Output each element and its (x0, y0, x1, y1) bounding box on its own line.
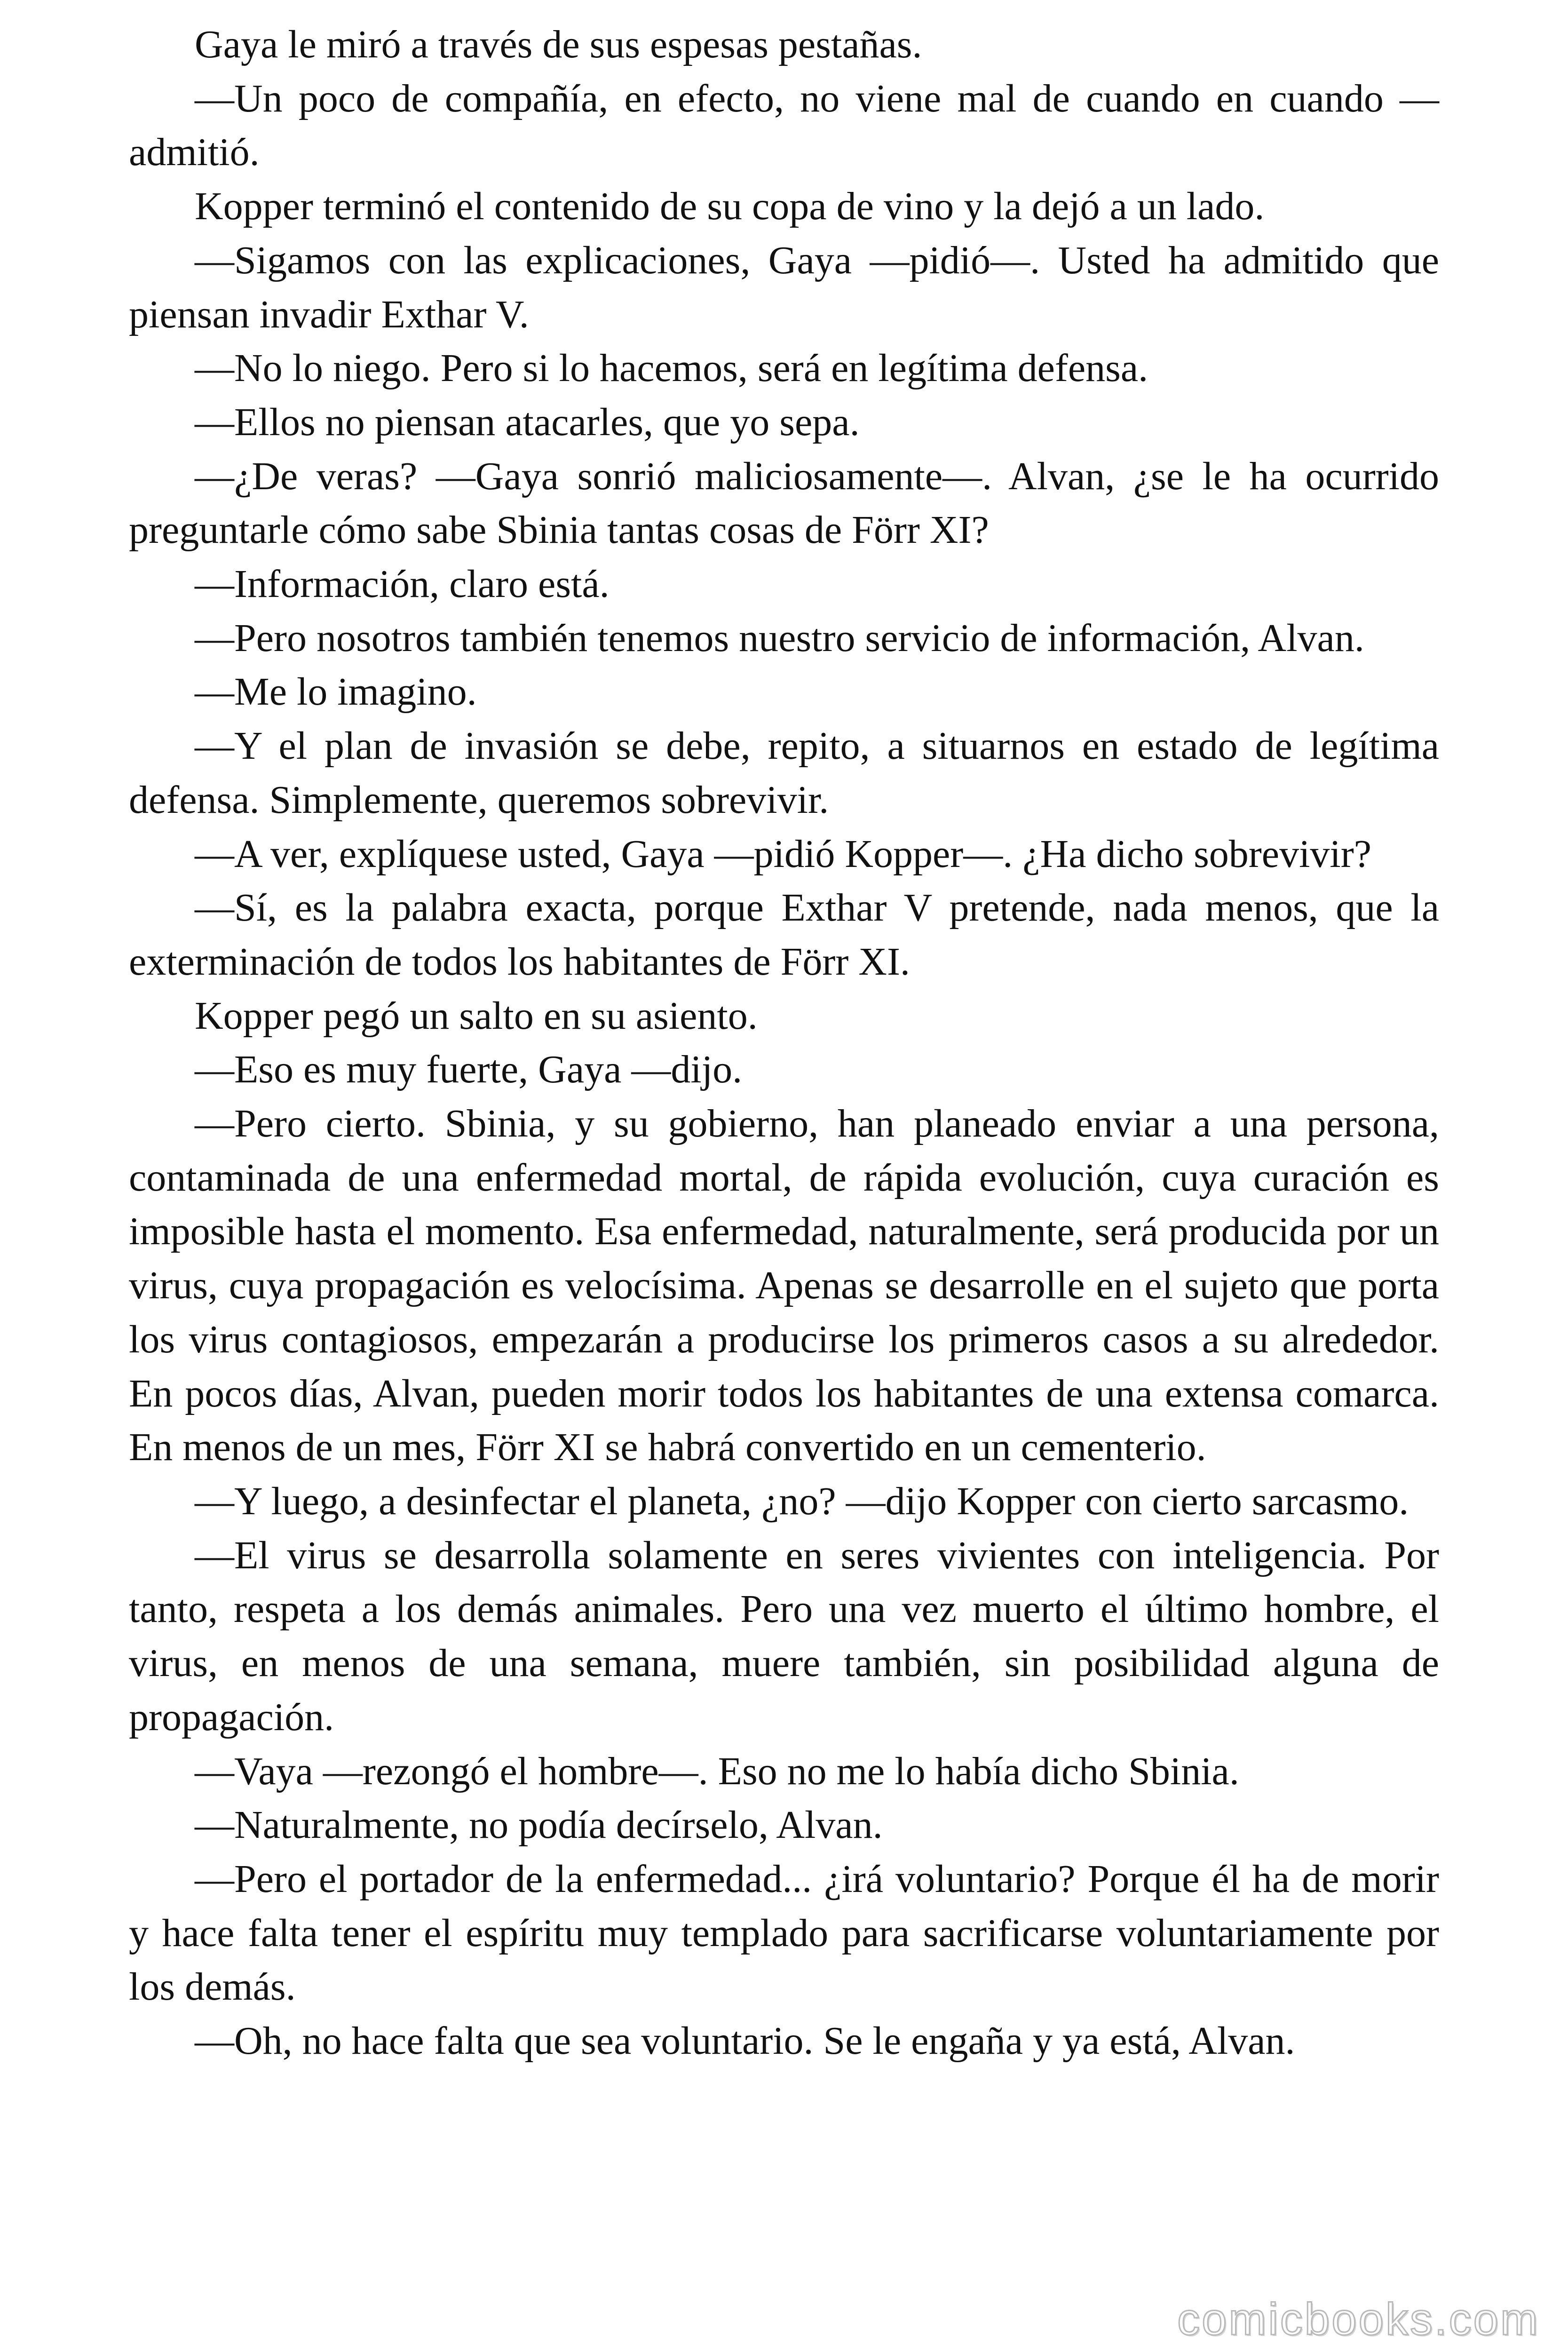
paragraph: —Pero nosotros también tenemos nuestro servicio de información, Alvan. (195, 616, 1364, 660)
paragraph: —Información, claro está. (195, 562, 610, 606)
paragraph: —Y luego, a desinfectar el planeta, ¿no? —dijo Kopper con cierto sarcasmo. (195, 1479, 1409, 1523)
paragraph: Gaya le miró a través de sus espesas pestañas. (195, 23, 922, 66)
watermark: comicbooks.com (1177, 2294, 1540, 2344)
body-text (129, 18, 1439, 2068)
paragraph: —¿De veras? —Gaya sonrió maliciosamente—. Alvan, ¿se le ha ocurrido preguntarle cómo sabe Sbinia tantas cosas de Förr XI? (129, 454, 1439, 552)
paragraph: —Me lo imagino. (195, 670, 477, 714)
paragraph: Kopper terminó el contenido de su copa de vino y la dejó a un lado. (195, 184, 1265, 229)
paragraph: —Oh, no hace falta que sea voluntario. Se le engaña y ya está, Alvan. (195, 2019, 1295, 2063)
paragraph: —A ver, explíquese usted, Gaya —pidió Kopper—. ¿Ha dicho sobrevivir? (195, 832, 1371, 876)
paragraph: —Pero el portador de la enfermedad... ¿irá voluntario? Porque él ha de morir y hace falta tener el espíritu muy templado para sacrificarse voluntariamente por los demás. (129, 1857, 1439, 2009)
paragraph: —No lo niego. Pero si lo hacemos, será en legítima defensa. (195, 346, 1148, 390)
paragraph: —Un poco de compañía, en efecto, no viene mal de cuando en cuando —admitió. (129, 76, 1439, 175)
paragraph: —Ellos no piensan atacarles, que yo sepa. (195, 400, 860, 444)
paragraph: —Y el plan de invasión se debe, repito, a situarnos en estado de legítima defensa. Simplemente, queremos sobrevivir. (129, 724, 1439, 822)
paragraph: Kopper pegó un salto en su asiento. (195, 993, 758, 1038)
paragraph: —Vaya —rezongó el hombre—. Eso no me lo había dicho Sbinia. (195, 1749, 1239, 1793)
paragraph: —Naturalmente, no podía decírselo, Alvan. (195, 1803, 883, 1847)
paragraph: —Pero cierto. Sbinia, y su gobierno, han planeado enviar a una persona, contaminada de una enfermedad mortal, de rápida evolución, cuya curación es imposible hasta el momento. Esa enfermedad, naturalmente, será producida por un virus, cuya propagación es velocísima. Apenas se desarrolle en el sujeto que porta los virus contagiosos, empezarán a producirse los primeros casos a su alrededor. En pocos días, Alvan, pueden morir todos los habitantes de una extensa comarca. En menos de un mes, Förr XI se habrá convertido en un cementerio. (129, 1102, 1439, 1470)
paragraph: —Sigamos con las explicaciones, Gaya —pidió—. Usted ha admitido que piensan invadir Exthar V. (129, 238, 1439, 336)
paragraph: —El virus se desarrolla solamente en seres vivientes con inteligencia. Por tanto, respeta a los demás animales. Pero una vez muerto el último hombre, el virus, en menos de una semana, muere también, sin posibilidad alguna de propagación. (129, 1533, 1439, 1739)
paragraph: —Sí, es la palabra exacta, porque Exthar V pretende, nada menos, que la exterminación de todos los habitantes de Förr XI. (129, 886, 1439, 984)
paragraph: —Eso es muy fuerte, Gaya —dijo. (195, 1048, 743, 1092)
